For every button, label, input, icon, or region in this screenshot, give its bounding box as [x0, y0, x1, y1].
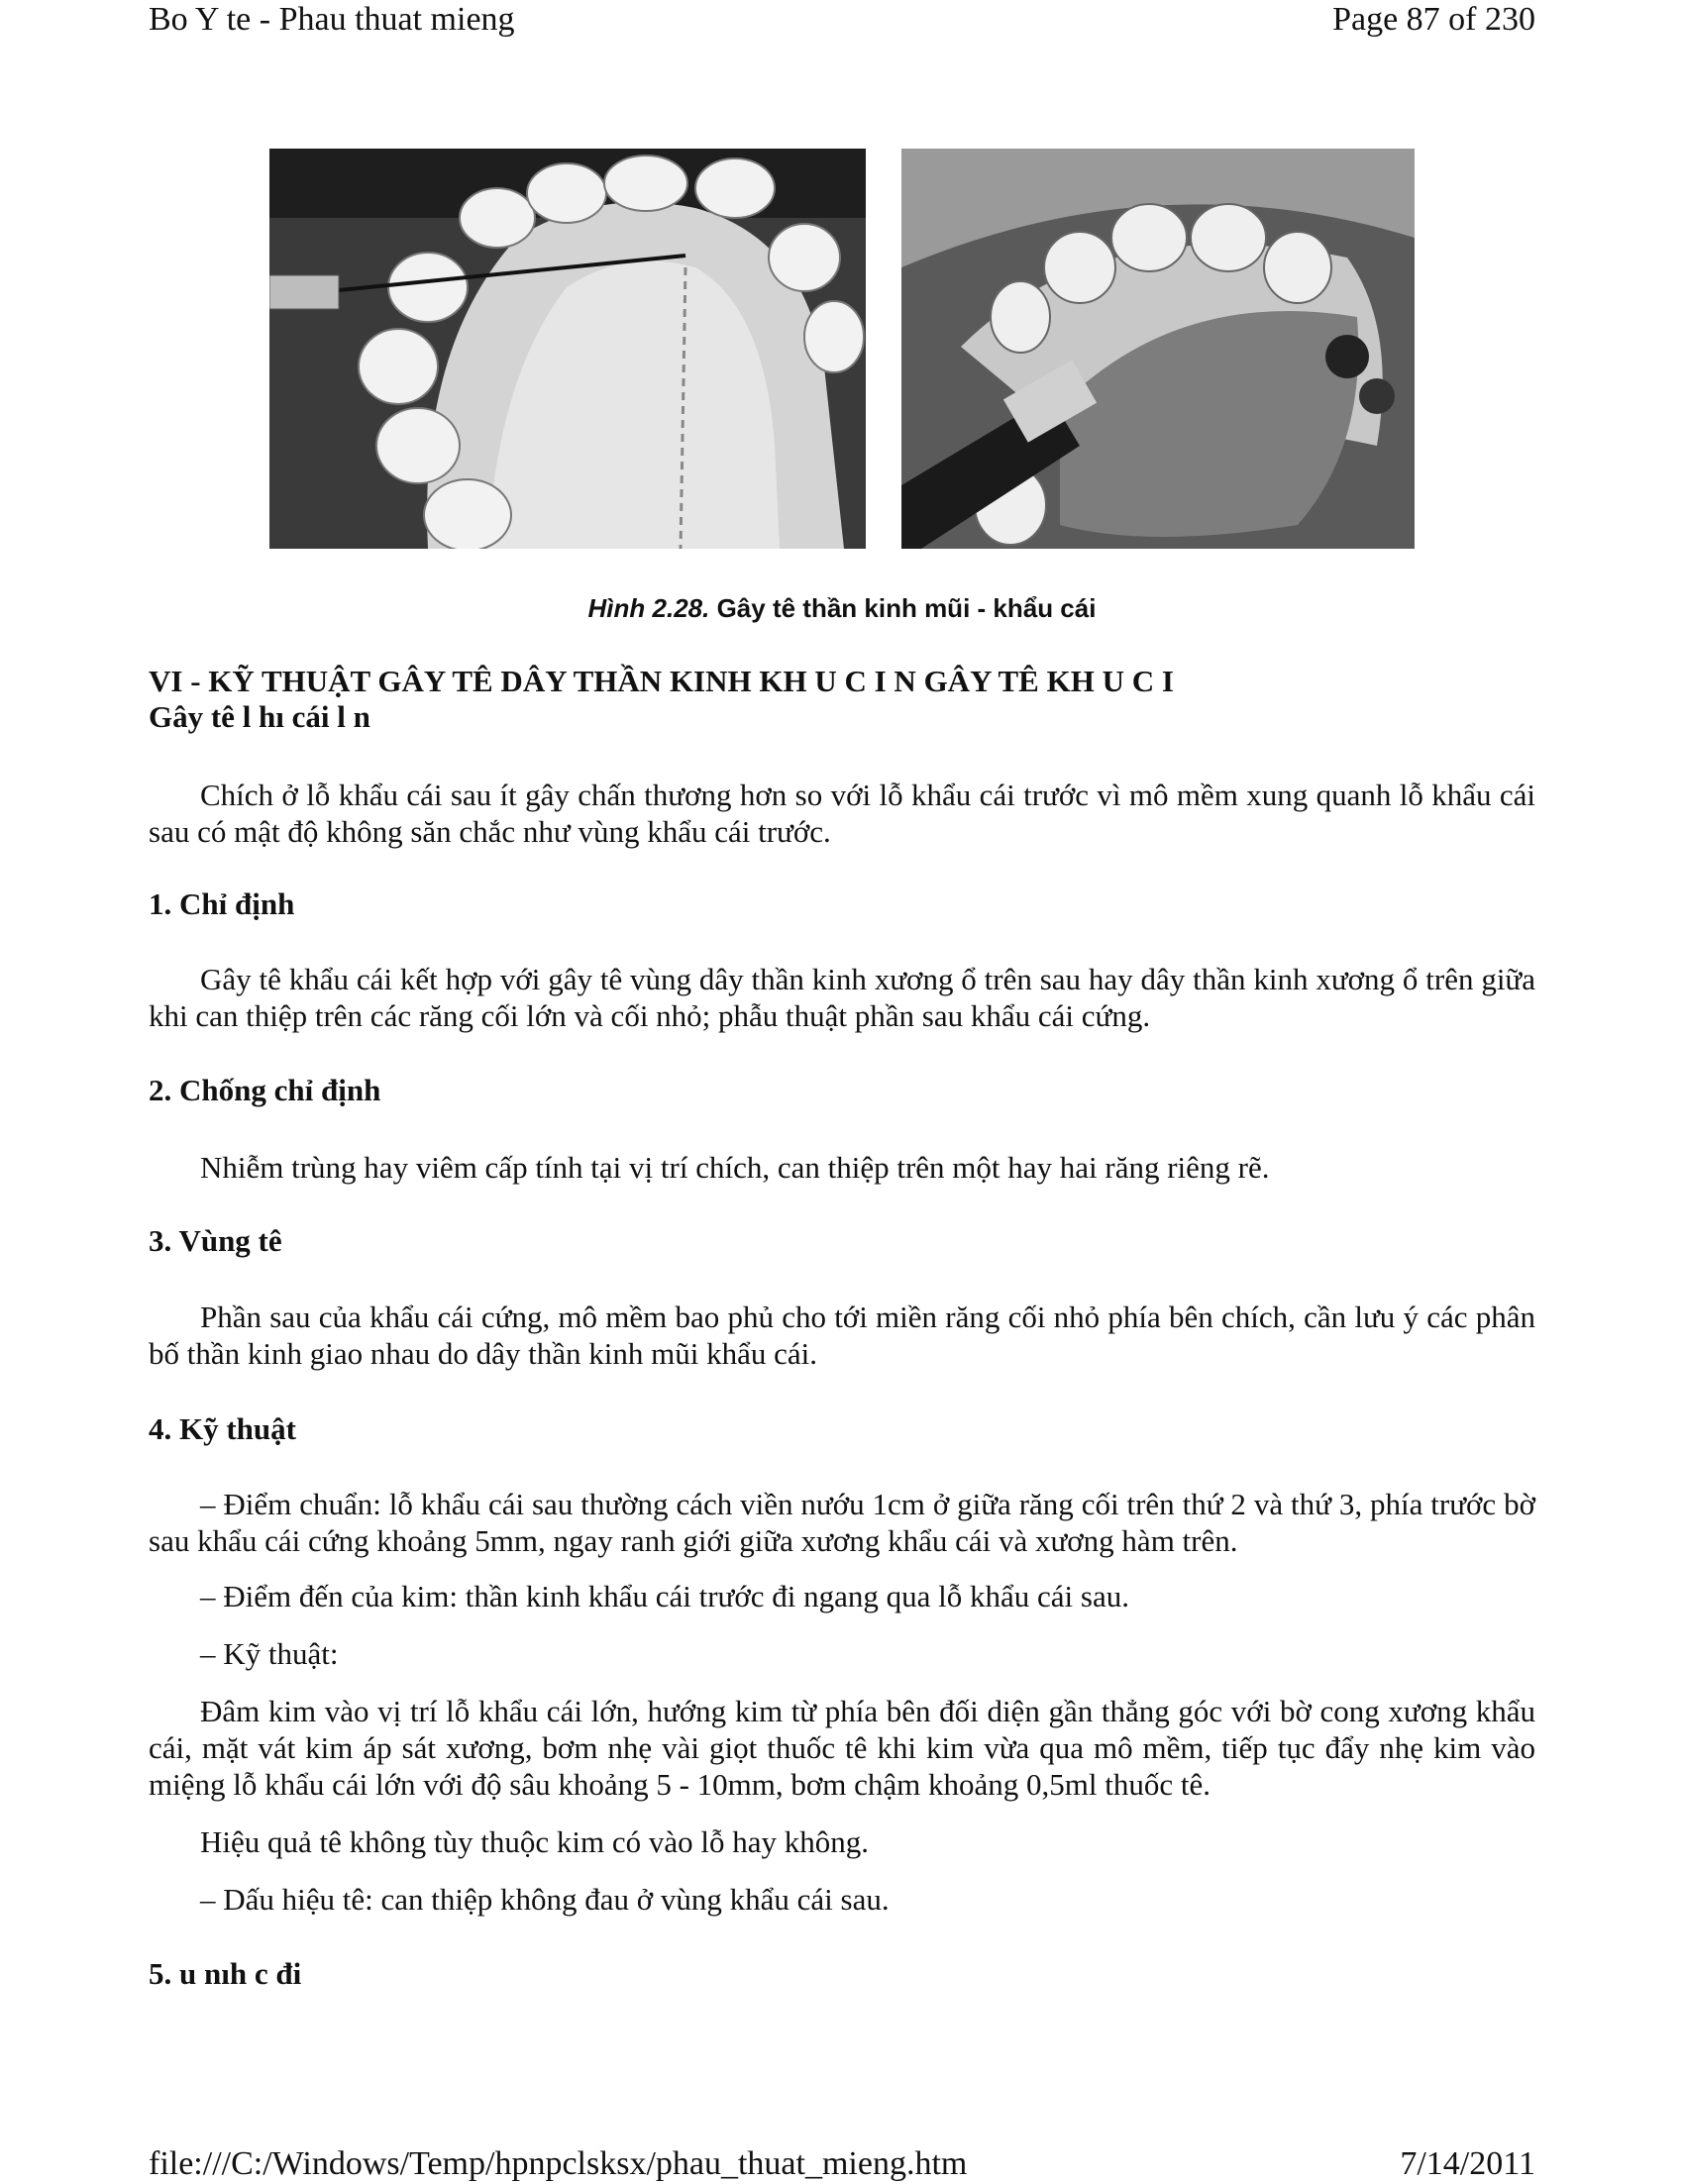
heading-indication: 1. Chỉ định — [149, 886, 295, 921]
contraindication-paragraph: Nhiễm trùng hay viêm cấp tính tại vị trí chích, can thiệp trên một hay hai răng riêng rẽ. — [200, 1150, 1270, 1185]
section-title-line-2: Gây tê l hı cái l n — [149, 699, 370, 734]
page-header-title: Bo Y te - Phau thuat mieng — [149, 1, 515, 38]
indication-paragraph: Gây tê khẩu cái kết hợp với gây tê vùng dây thần kinh xương ổ trên sau hay dây thần kinh xương ổ trên giữa khi can thiệp trên các răng cối lớn và cối nhỏ; phẫu thuật phần sau khẩu cái cứng. — [149, 962, 1535, 1033]
anesthesia-area-paragraph: Phần sau của khẩu cái cứng, mô mềm bao phủ cho tới miền răng cối nhỏ phía bên chích, cần lưu ý các phân bố thần kinh giao nhau do dây thần kinh mũi khẩu cái. — [149, 1300, 1535, 1371]
heading-technique: 4. Kỹ thuật — [149, 1411, 296, 1446]
technique-sign: – Dấu hiệu tê: can thiệp không đau ở vùng khẩu cái sau. — [200, 1882, 890, 1917]
heading-anesthesia-area: 3. Vùng tê — [149, 1223, 282, 1258]
page-number: Page 87 of 230 — [1332, 1, 1535, 38]
figure-caption-text: Gây tê thần kinh mũi - khẩu cái — [709, 593, 1097, 623]
technique-label: – Kỹ thuật: — [200, 1636, 339, 1671]
technique-landmark: – Điểm chuẩn: lỗ khẩu cái sau thường cách viền nướu 1cm ở giữa răng cối trên thứ 2 và thứ 3, phía trước bờ sau khẩu cái cứng khoảng 5mm, ngay ranh giới giữa xương khẩu cái và xương hàm trên. — [149, 1487, 1535, 1558]
figure-photo-palate-model — [269, 149, 866, 549]
figure-caption — [149, 592, 1535, 624]
figure-caption-label: Hình 2.28. — [587, 593, 710, 623]
technique-procedure: Đâm kim vào vị trí lỗ khẩu cái lớn, hướng kim từ phía bên đối diện gần thẳng góc với bờ cong xương khẩu cái, mặt vát kim áp sát xương, bơm nhẹ vài giọt thuốc tê khi kim vừa qua mô mềm, tiếp tục đẩy nhẹ kim vào miệng lỗ khẩu cái lớn với độ sâu khoảng 5 - 10mm, bơm chậm khoảng 0,5ml thuốc tê. — [149, 1694, 1535, 1802]
figure-photo-patient-mouth — [901, 149, 1415, 549]
heading-complications: 5. u nıh c đi — [149, 1956, 302, 1991]
section-title-line-1: VI - KỸ THUẬT GÂY TÊ DÂY THẦN KINH KH U C I N GÂY TÊ KH U C I — [149, 664, 1174, 698]
heading-contraindication: 2. Chống chỉ định — [149, 1073, 381, 1107]
section-title — [149, 664, 1545, 735]
technique-target: – Điểm đến của kim: thần kinh khẩu cái trước đi ngang qua lỗ khẩu cái sau. — [200, 1579, 1129, 1613]
footer-date: 7/14/2011 — [1400, 2145, 1535, 2182]
technique-effect: Hiệu quả tê không tùy thuộc kim có vào lỗ hay không. — [200, 1824, 869, 1859]
intro-paragraph: Chích ở lỗ khẩu cái sau ít gây chấn thương hơn so với lỗ khẩu cái trước vì mô mềm xung quanh lỗ khẩu cái sau có mật độ không săn chắc như vùng khẩu cái trước. — [149, 778, 1535, 849]
footer-file-path: file:///C:/Windows/Temp/hpnpclsksx/phau_thuat_mieng.htm — [149, 2145, 968, 2182]
